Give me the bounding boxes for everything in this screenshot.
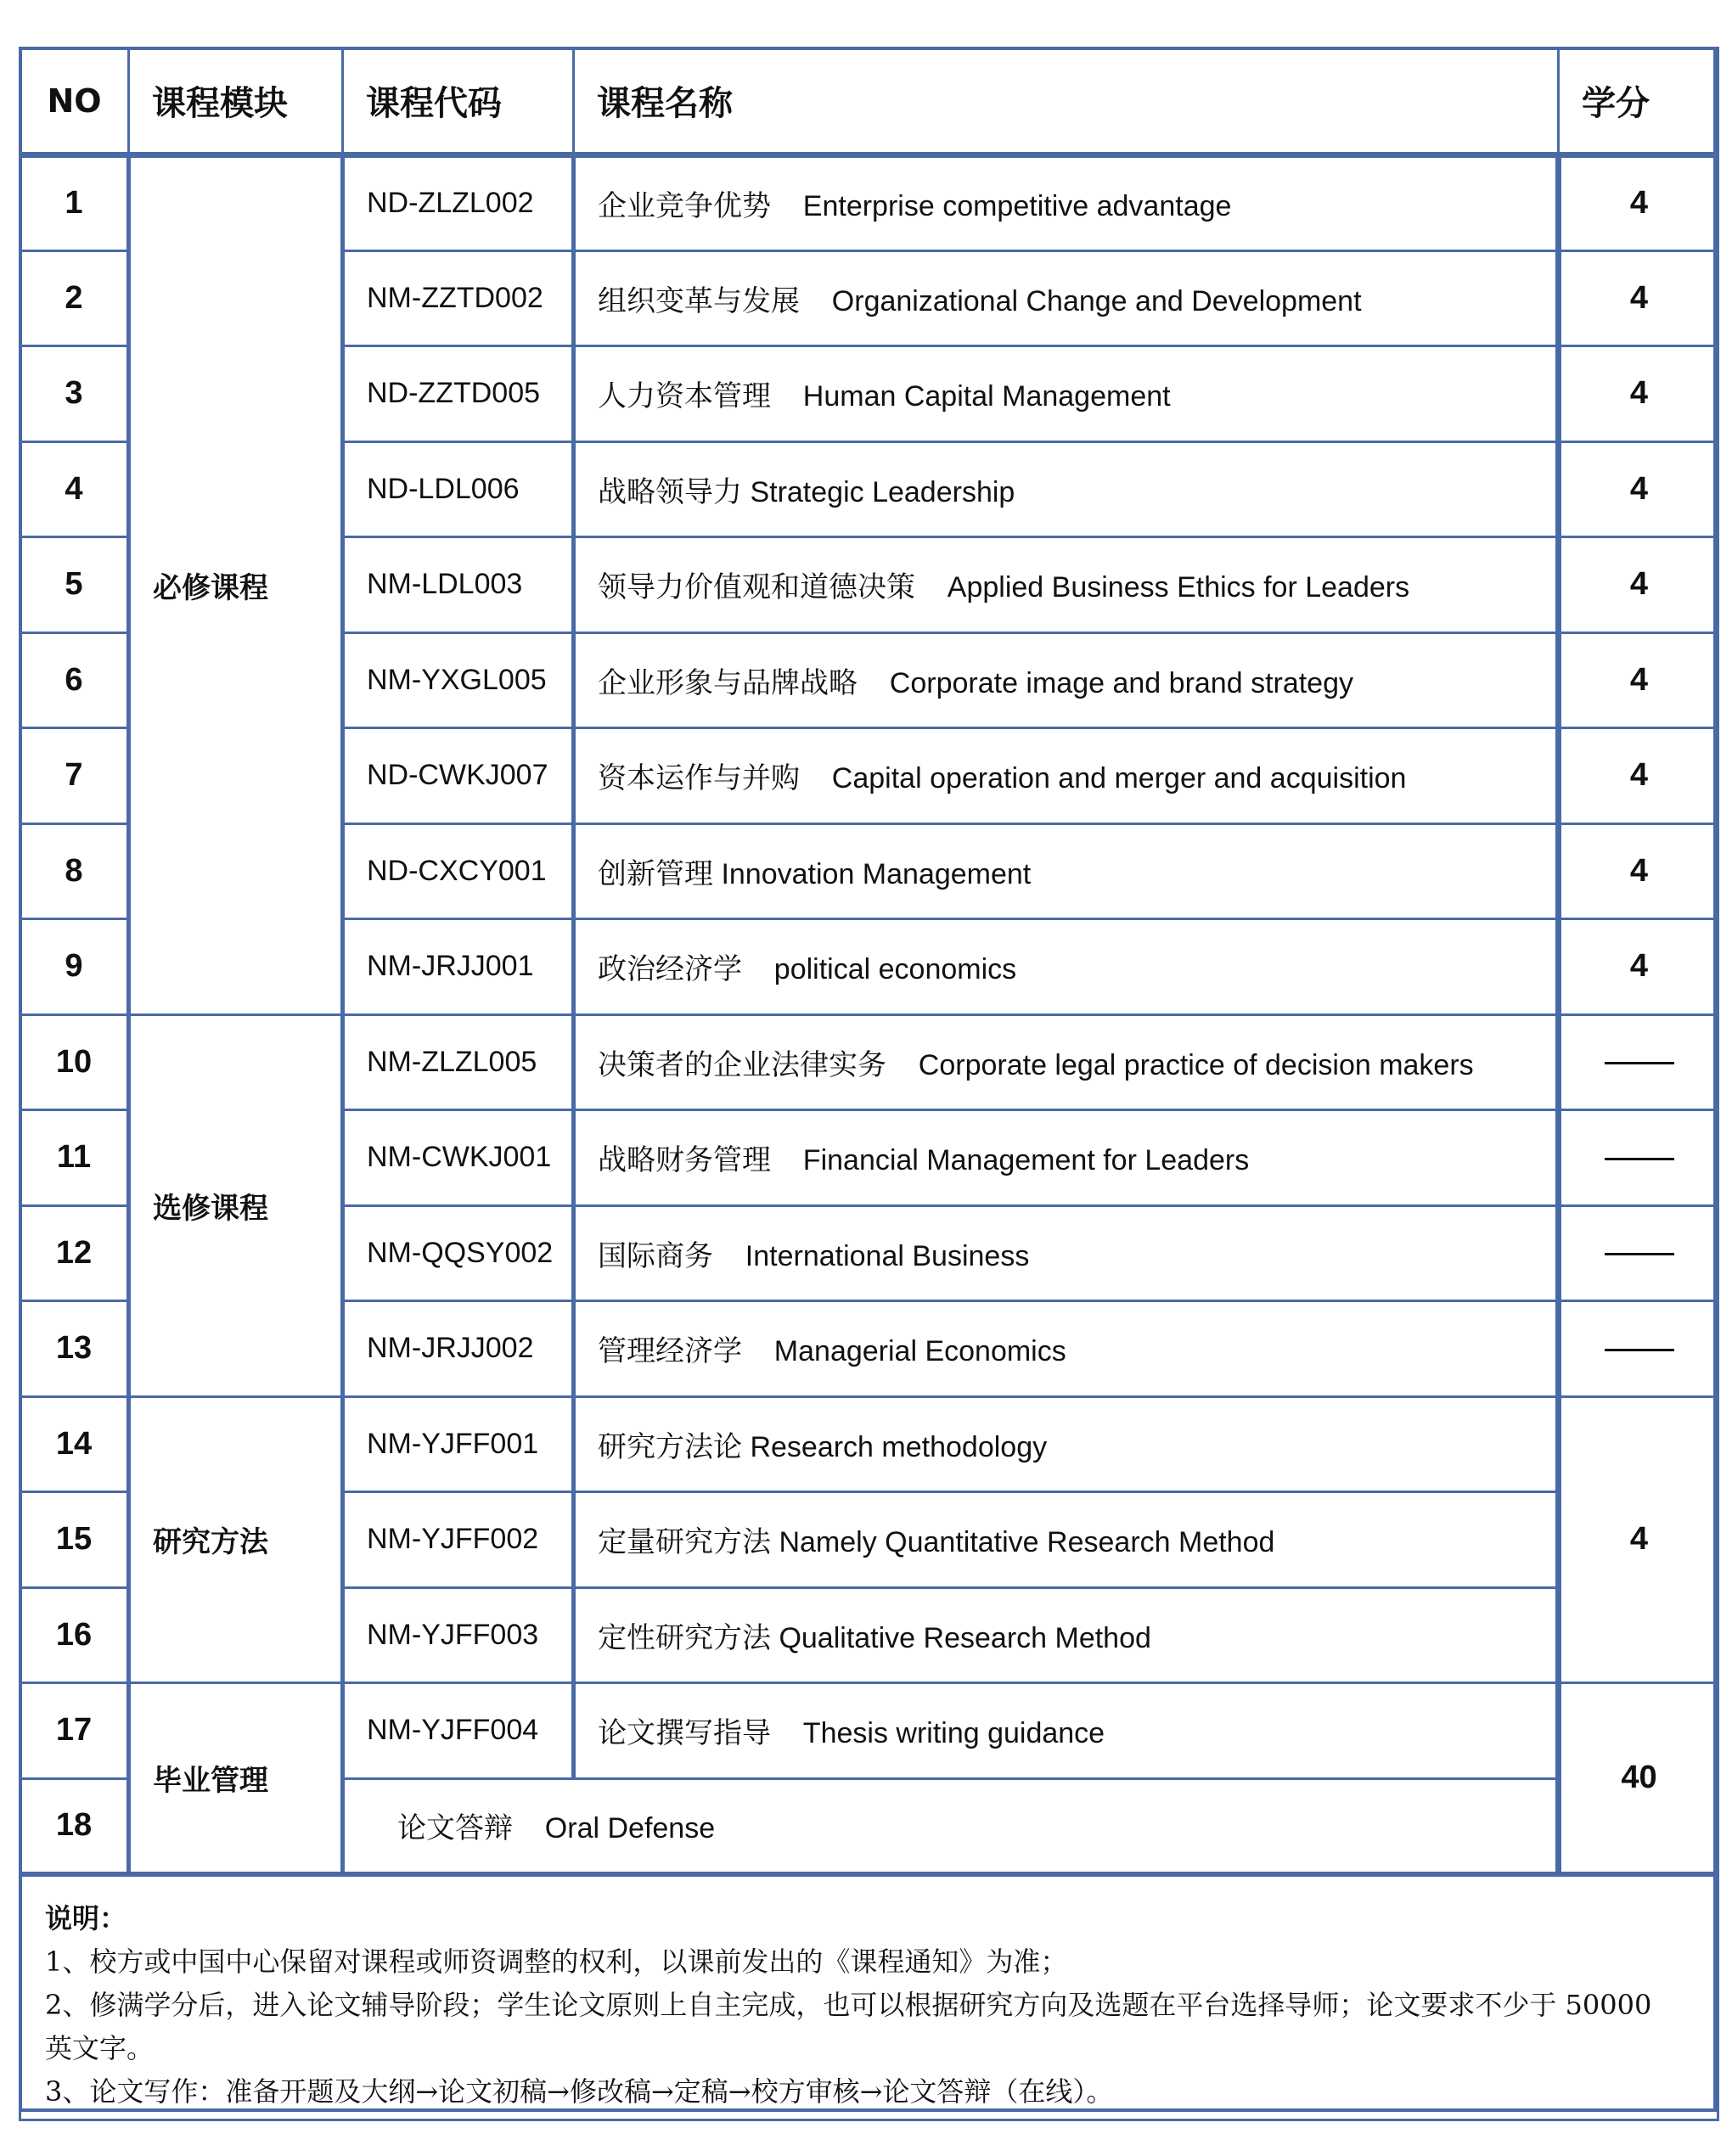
name-separator [742,1335,774,1367]
course-name-en: Applied Business Ethics for Leaders [947,571,1410,604]
row-no: 16 [20,1587,129,1683]
course-code: NM-QQSY002 [343,1205,574,1301]
row-no: 13 [20,1301,129,1397]
course-name-zh: 决策者的企业法律实务 [598,1047,886,1082]
name-separator [771,190,803,222]
header-module: 课程模块 [129,48,343,155]
course-name-zh: 战略领导力 [598,474,742,509]
name-separator [915,571,948,604]
dash-mark [1605,1158,1674,1160]
name-separator [800,285,832,317]
course-name [574,919,1559,1015]
notes-row [20,1874,1718,2120]
module-research: 研究方法 [129,1396,343,1683]
header-row [20,48,1718,155]
course-credit-none [1559,1301,1718,1397]
name-separator [713,1240,745,1272]
course-name-zh: 论文撰写指导 [598,1716,771,1751]
row-no: 5 [20,537,129,633]
dash-mark [1605,1349,1674,1351]
course-credit: 4 [1559,346,1718,442]
course-name-zh: 定性研究方法 [598,1620,771,1655]
course-code: ND-ZLZL002 [343,155,574,251]
course-name [574,1301,1559,1397]
table-row [20,155,1718,251]
course-name-zh: 政治经济学 [598,952,742,987]
notes-line-2: 2、修满学分后，进入论文辅导阶段；学生论文原则上自主完成，也可以根据研究方向及选题在平台选择导师；论文要求不少于 50000 [45,1988,1652,2021]
name-separator [886,1049,919,1081]
row-no: 9 [20,919,129,1015]
course-code: ND-LDL006 [343,441,574,537]
name-separator [513,1812,545,1844]
name-separator [771,1144,803,1176]
dash-mark [1605,1062,1674,1064]
course-name-en: International Business [745,1239,1030,1272]
course-name-en: Managerial Economics [773,1335,1066,1368]
course-credit: 4 [1559,250,1718,346]
course-code: NM-JRJJ002 [343,1301,574,1397]
course-credit: 4 [1559,919,1718,1015]
course-name-en: Corporate legal practice of decision makers [918,1048,1474,1081]
course-name-en: Strategic Leadership [750,475,1015,508]
row-no: 17 [20,1683,129,1779]
name-separator [858,667,890,699]
course-name-en: Human Capital Management [802,380,1171,413]
course-code: NM-ZLZL005 [343,1014,574,1110]
course-name-zh: 国际商务 [598,1238,713,1273]
header-credit: 学分 [1559,48,1718,155]
course-name [343,1778,1559,1874]
course-credit: 4 [1559,537,1718,633]
row-no: 18 [20,1778,129,1874]
course-name-en: political economics [773,953,1017,986]
row-no: 3 [20,346,129,442]
row-no: 1 [20,155,129,251]
course-credit: 4 [1559,823,1718,919]
course-code: NM-ZZTD002 [343,250,574,346]
course-name [574,441,1559,537]
course-code: NM-YJFF003 [343,1587,574,1683]
course-name [574,1396,1559,1492]
course-name [574,1683,1559,1779]
course-name [574,346,1559,442]
table-row [20,1014,1718,1110]
course-code: ND-CXCY001 [343,823,574,919]
row-no: 2 [20,250,129,346]
row-no: 10 [20,1014,129,1110]
course-name [574,728,1559,824]
course-name-en: Namely Quantitative Research Method [779,1526,1275,1559]
notes-title: 说明： [45,1901,127,1934]
course-name-zh: 定量研究方法 [598,1525,771,1560]
course-credit: 4 [1559,155,1718,251]
group-credit-research: 4 [1559,1396,1718,1683]
course-name-en: Capital operation and merger and acquisition [831,762,1407,795]
course-name [574,155,1559,251]
course-code: NM-YJFF002 [343,1492,574,1588]
course-name-en: Enterprise competitive advantage [802,190,1232,223]
course-name [574,823,1559,919]
course-name-zh: 论文答辩 [397,1811,513,1845]
course-code: NM-YJFF004 [343,1683,574,1779]
course-code: NM-LDL003 [343,537,574,633]
row-no: 15 [20,1492,129,1588]
course-name-en: Thesis writing guidance [802,1717,1105,1750]
course-name-en: Organizational Change and Development [831,284,1362,317]
row-no: 4 [20,441,129,537]
module-graduation: 毕业管理 [129,1683,343,1874]
name-separator [771,1717,803,1749]
group-credit-graduation: 40 [1559,1683,1718,1874]
course-credit: 4 [1559,632,1718,728]
notes-section [20,1874,1718,2120]
notes-line-1: 1、校方或中国中心保留对课程或师资调整的权利，以课前发出的《课程通知》为准； [45,1945,1068,1978]
course-code: NM-JRJJ001 [343,919,574,1015]
course-name [574,632,1559,728]
row-no: 6 [20,632,129,728]
module-elective: 选修课程 [129,1014,343,1396]
course-name-en: Corporate image and brand strategy [889,666,1354,699]
course-name [574,1014,1559,1110]
header-code: 课程代码 [343,48,574,155]
course-credit-none [1559,1205,1718,1301]
course-name [574,1205,1559,1301]
course-table [19,47,1719,2121]
course-name-zh: 管理经济学 [598,1334,742,1369]
course-name [574,250,1559,346]
module-required: 必修课程 [129,155,343,1015]
course-name-zh: 资本运作与并购 [598,761,800,796]
name-separator [771,380,803,413]
row-no: 11 [20,1110,129,1206]
course-name-en: Financial Management for Leaders [802,1144,1250,1177]
header-name: 课程名称 [574,48,1559,155]
course-name-en: Oral Defense [544,1812,716,1844]
course-name-zh: 企业形象与品牌战略 [598,665,858,700]
course-name-zh: 组织变革与发展 [598,284,800,318]
course-credit: 4 [1559,728,1718,824]
course-code: ND-CWKJ007 [343,728,574,824]
course-credit: 4 [1559,441,1718,537]
course-name [574,1587,1559,1683]
course-credit-none [1559,1110,1718,1206]
course-name [574,1110,1559,1206]
course-name-zh: 领导力价值观和道德决策 [598,570,915,605]
course-code: ND-ZZTD005 [343,346,574,442]
course-name-en: Research methodology [750,1430,1048,1463]
notes-line-3: 3、论文写作：准备开题及大纲→论文初稿→修改稿→定稿→校方审核→论文答辩（在线）。 [45,2075,1114,2108]
course-name [574,1492,1559,1588]
table-row [20,1396,1718,1492]
course-name [574,537,1559,633]
header-no: NO [20,48,129,155]
course-name-zh: 创新管理 [598,856,713,891]
row-no: 8 [20,823,129,919]
course-name-zh: 企业竞争优势 [598,189,771,224]
course-code: NM-CWKJ001 [343,1110,574,1206]
course-credit-none [1559,1014,1718,1110]
course-code: NM-YXGL005 [343,632,574,728]
notes-line-2-cont: 英文字。 [45,2031,155,2064]
course-name-zh: 研究方法论 [598,1429,742,1464]
course-name-zh: 战略财务管理 [598,1143,771,1178]
course-name-en: Qualitative Research Method [779,1621,1151,1654]
row-no: 7 [20,728,129,824]
row-no: 14 [20,1396,129,1492]
dash-mark [1605,1253,1674,1255]
row-no: 12 [20,1205,129,1301]
name-separator [800,762,832,794]
course-name-en: Innovation Management [721,857,1032,890]
table-row [20,1683,1718,1779]
course-name-zh: 人力资本管理 [598,379,771,414]
course-code: NM-YJFF001 [343,1396,574,1492]
name-separator [742,953,774,985]
